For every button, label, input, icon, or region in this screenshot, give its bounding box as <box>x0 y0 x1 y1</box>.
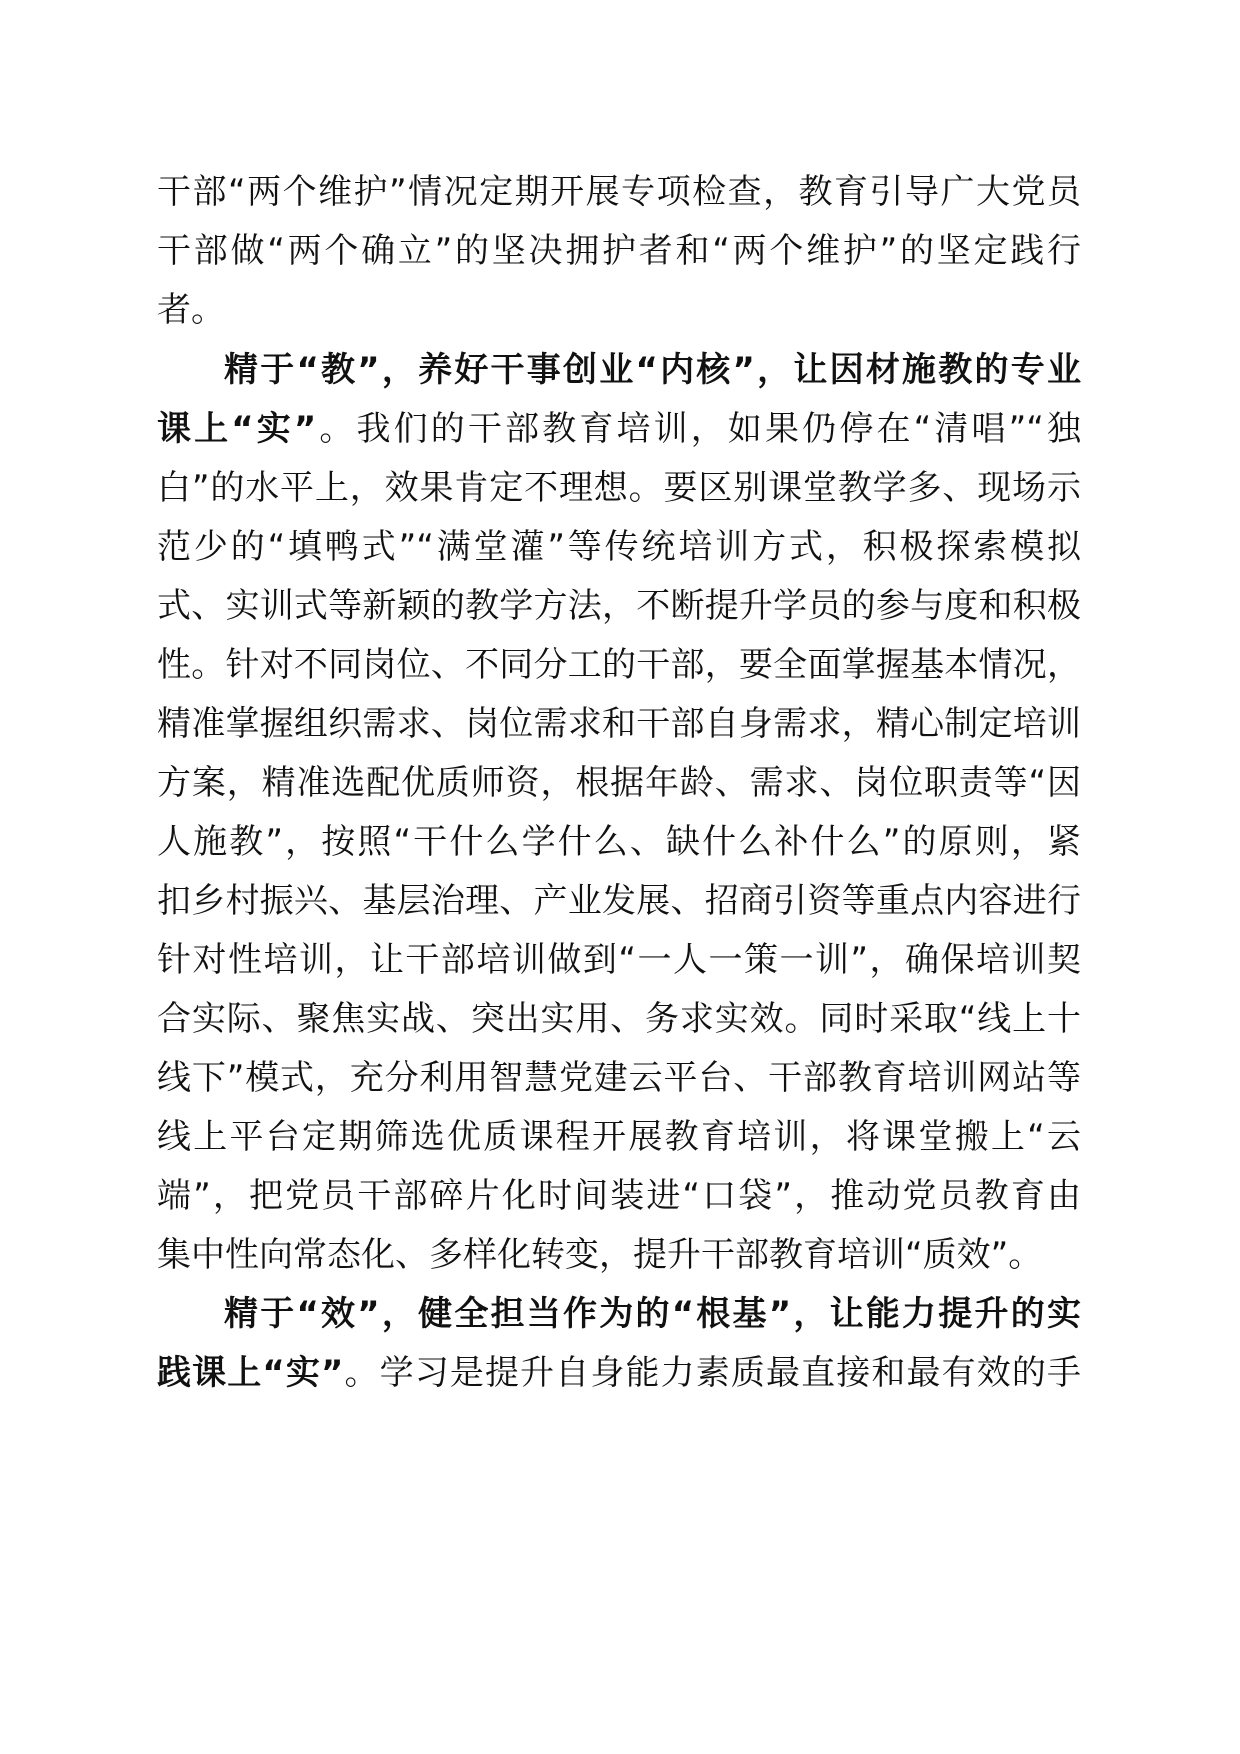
text-line: 集中性向常态化、多样化转变，提升干部教育培训“质效”。 <box>157 1235 1043 1275</box>
text-line: 线上平台定期筛选优质课程开展教育培训，将课堂搬上“云 <box>157 1117 1081 1157</box>
text-line: 干部“两个维护”情况定期开展专项检查，教育引导广大党员 <box>157 172 1081 212</box>
text-line-mixed <box>157 403 1081 455</box>
text-line: 白”的水平上，效果肯定不理想。要区别课堂教学多、现场示 <box>157 468 1081 508</box>
section-heading: 精于“效”，健全担当作为的“根基”，让能力提升的实 <box>224 1294 1081 1334</box>
section-heading-tail: 课上“实” <box>157 409 317 449</box>
text-line: 端”，把党员干部碎片化时间装进“口袋”，推动党员教育由 <box>157 1176 1081 1216</box>
text-line: 扣乡村振兴、基层治理、产业发展、招商引资等重点内容进行 <box>157 881 1081 921</box>
text-line: 干部做“两个确立”的坚决拥护者和“两个维护”的坚定践行 <box>157 231 1081 271</box>
text-line: 范少的“填鸭式”“满堂灌”等传统培训方式，积极探索模拟 <box>157 527 1081 567</box>
section-heading: 精于“教”，养好干事创业“内核”，让因材施教的专业 <box>224 350 1081 390</box>
text-segment: 。学习是提升自身能力素质最直接和最有效的手 <box>343 1353 1081 1393</box>
text-line: 针对性培训，让干部培训做到“一人一策一训”，确保培训契 <box>157 940 1081 980</box>
text-line: 式、实训式等新颖的教学方法，不断提升学员的参与度和积极 <box>157 586 1081 626</box>
text-line: 合实际、聚焦实战、突出实用、务求实效。同时采取“线上十 <box>157 999 1081 1039</box>
text-line: 线下”模式，充分利用智慧党建云平台、干部教育培训网站等 <box>157 1058 1081 1098</box>
text-line-mixed <box>157 1347 1081 1399</box>
text-line: 精准掌握组织需求、岗位需求和干部自身需求，精心制定培训 <box>157 704 1081 744</box>
text-line: 者。 <box>157 290 225 330</box>
text-line: 性。针对不同岗位、不同分工的干部，要全面掌握基本情况， <box>157 645 1081 685</box>
text-segment: 。我们的干部教育培训，如果仍停在“清唱”“独 <box>316 409 1081 449</box>
section-heading-tail: 践课上“实” <box>157 1353 344 1393</box>
text-line: 人施教”，按照“干什么学什么、缺什么补什么”的原则，紧 <box>157 822 1081 862</box>
text-line: 方案，精准选配优质师资，根据年龄、需求、岗位职责等“因 <box>157 763 1081 803</box>
